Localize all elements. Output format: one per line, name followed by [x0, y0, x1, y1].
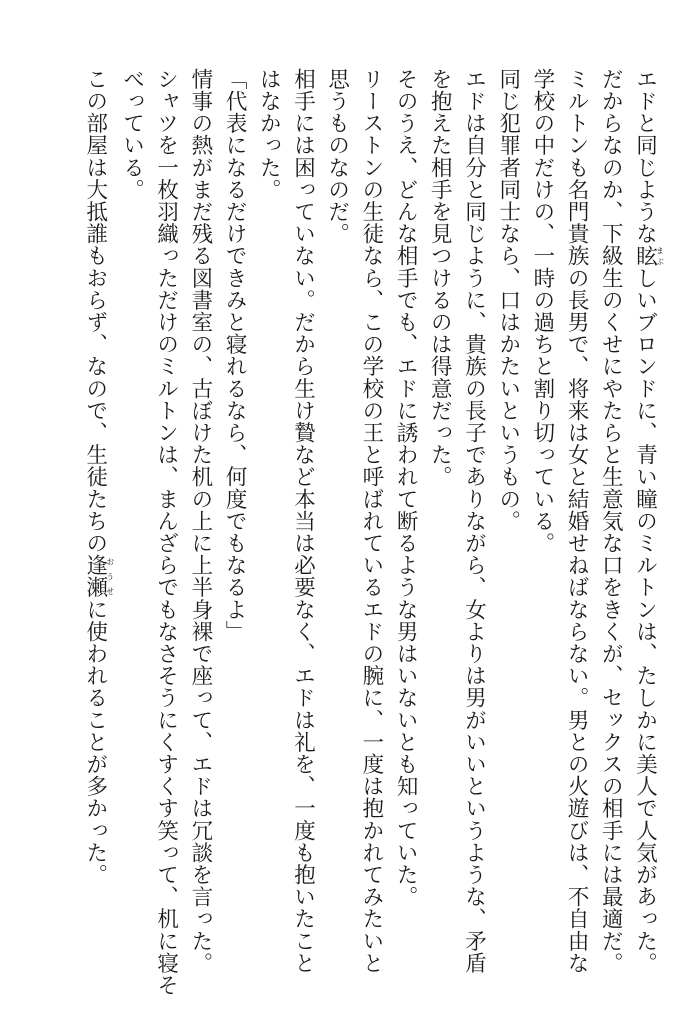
text-line: そのうえ、どんな相手でも、エドに誘われて断るような男はいないとも知っていた。: [393, 68, 419, 908]
text-line: シャツを一枚羽織っただけのミルトンは、まんざらでもなさそうにくすくす笑って、机に寝そ: [153, 68, 179, 997]
text-line: 思うものなのだ。: [324, 68, 350, 245]
text-line: リーストンの生徒なら、この学校の王と呼ばれているエドの腕に、一度は抱かれてみたいと: [358, 68, 384, 975]
text-line: を抱えた相手を見つけるのは得意だった。: [427, 68, 453, 488]
text-line: 同じ犯罪者同士なら、口はかたいというもの。: [495, 68, 521, 533]
text-line: エドは自分と同じように、貴族の長子でありながら、女よりは男がいいというような、矛盾: [461, 68, 487, 975]
text-line: 学校の中だけの、一時の過ちと割り切っている。: [529, 68, 555, 555]
text-line: 情事の熱がまだ残る図書室の、古ぼけた机の上に上半身裸で座って、エドは冗談を言った。: [187, 68, 213, 975]
ruby-word: 逢瀬おうせ: [82, 554, 115, 599]
text-line: 「代表になるだけできみと寝れるなら、何度でもなるよ」: [222, 68, 248, 643]
text-line: ミルトンも名門貴族の長男で、将来は女と結婚せねばならない。男との火遊びは、不自由な: [564, 68, 590, 975]
text-line: エドと同じような眩まぶしいブロンドに、青い瞳のミルトンは、たしかに美人で人気があった。: [632, 68, 665, 975]
vertical-text-body: [78, 68, 665, 997]
text-line: べっている。: [119, 68, 145, 201]
text-line: この部屋は大抵誰もおらず、なので、生徒たちの逢瀬おうせに使われることが多かった。: [82, 68, 115, 886]
text-line: はなかった。: [256, 68, 282, 201]
text-line: だからなのか、下級生のくせにやたらと生意気な口をきくが、セックスの相手には最適だ。: [598, 68, 624, 975]
ruby-word: 眩まぶ: [632, 244, 665, 267]
text-line: 相手には困っていない。だから生け贄など本当は必要なく、エドは礼を、一度も抱いたこと: [290, 68, 316, 975]
